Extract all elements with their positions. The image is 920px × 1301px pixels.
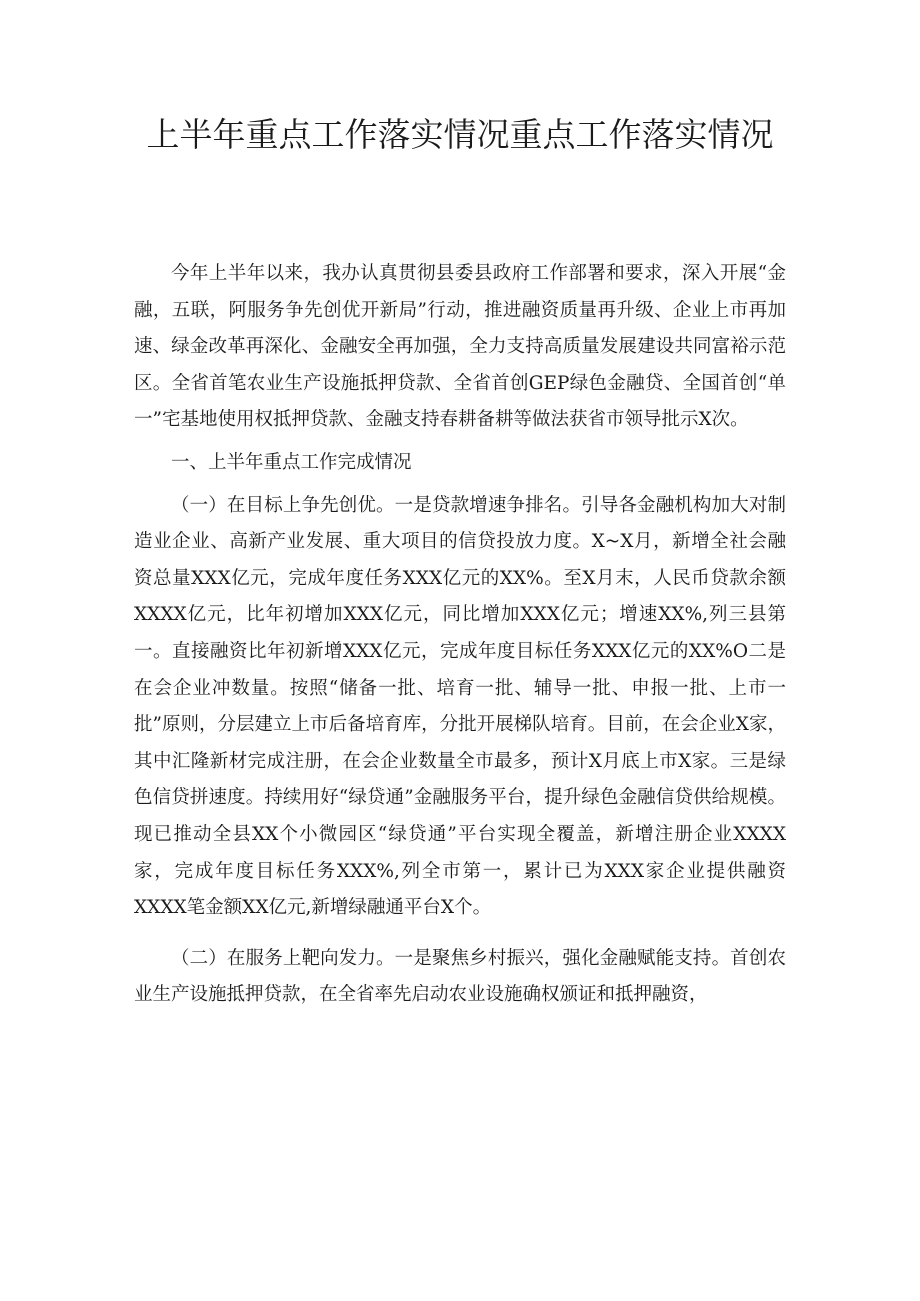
subsection-paragraph-1: （一）在目标上争先创优。一是贷款增速争排名。引导各金融机构加大对制造业企业、高新产业发展、重大项目的信贷投放力度。X~X月，新增全社会融资总量XXX亿元，完成年度任务XXX亿元的XX%。至X月末，人民币贷款余额XXXX亿元，比年初增加XXX亿元，同比增加XXX亿元；增速XX%,列三县第一。直接融资比年初新增XXX亿元，完成年度目标任务XXX亿元的XX%O二是在会企业冲数量。按照“储备一批、培育一批、辅导一批、申报一批、上市一批”原则，分层建立上市后备培育库，分批开展梯队培育。目前，在会企业X家，其中汇隆新材完成注册，在会企业数量全市最多，预计X月底上市X家。三是绿色信贷拼速度。持续用好“绿贷通”金融服务平台，提升绿色金融信贷供给规模。现已推动全县XX个小微园区“绿贷通”平台实现全覆盖，新增注册企业XXXX家，完成年度目标任务XXX%,列全市第一，累计已为XXX家企业提供融资XXXX笔金额XX亿元,新增绿融通平台X个。 bbox=[134, 494, 786, 919]
document-title: 上半年重点工作落实情况重点工作落实情况 bbox=[146, 115, 774, 154]
intro-paragraph: 今年上半年以来，我办认真贯彻县委县政府工作部署和要求，深入开展“金融，五联，阿服务争先创优开新局”行动，推进融资质量再升级、企业上市再加速、绿金改革再深化、金融安全再加强，全力支持高质量发展建设共同富裕示范区。全省首笔农业生产设施抵押贷款、全省首创GEP绿色金融贷、全国首创“单一”宅基地使用权抵押贷款、金融支持春耕备耕等做法获省市领导批示X次。 bbox=[134, 263, 786, 431]
document-body bbox=[134, 256, 786, 1014]
subsection-paragraph-2: （二）在服务上靶向发力。一是聚焦乡村振兴，强化金融赋能支持。首创农业生产设施抵押贷款，在全省率先启动农业设施确权颁证和抵押融资， bbox=[134, 947, 786, 1006]
section-heading: 一、上半年重点工作完成情况 bbox=[171, 451, 412, 473]
